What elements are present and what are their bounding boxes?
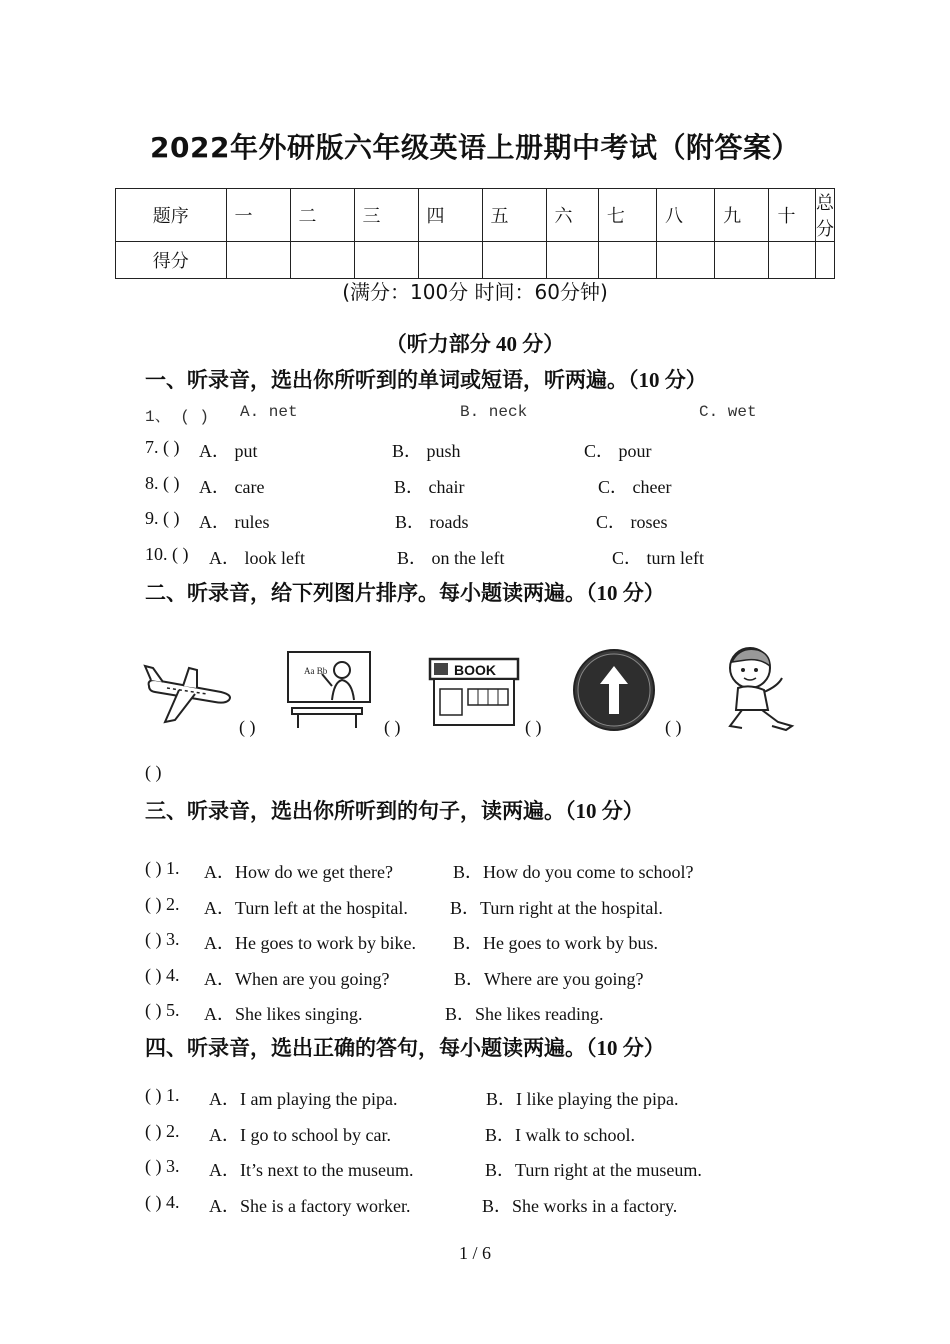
s1-item2-num: 7. ( ) bbox=[145, 437, 180, 457]
s3-item1-a: A．How do we get there? bbox=[204, 862, 393, 882]
s3-item5-b: B．She likes reading. bbox=[445, 1004, 604, 1024]
s1-item2-b: B． push bbox=[392, 441, 461, 461]
score-table-score-row bbox=[116, 242, 835, 279]
s3-item4-b: B．Where are you going? bbox=[454, 969, 644, 989]
score-cell[interactable] bbox=[354, 242, 418, 279]
s3-item4-a: A．When are you going? bbox=[204, 969, 390, 989]
s1-item2-c: C． pour bbox=[584, 441, 652, 461]
teacher-icon bbox=[286, 650, 374, 730]
score-cell[interactable] bbox=[546, 242, 598, 279]
s1-item5-c: C． turn left bbox=[612, 548, 704, 568]
score-cell[interactable] bbox=[769, 242, 816, 279]
score-col-10: 十 bbox=[769, 189, 816, 242]
s4-item3-a: A．It’s next to the museum. bbox=[209, 1160, 414, 1180]
s3-item4-num: ( ) 4. bbox=[145, 965, 180, 985]
s3-item3-b: B．He goes to work by bus. bbox=[453, 933, 658, 953]
picture5-blank[interactable]: ( ) bbox=[145, 762, 162, 782]
s3-item1-num: ( ) 1. bbox=[145, 858, 180, 878]
score-table bbox=[115, 188, 835, 279]
score-col-6: 六 bbox=[546, 189, 598, 242]
s1-item1-num: 1、 ( ) bbox=[145, 408, 210, 426]
score-col-7: 七 bbox=[598, 189, 656, 242]
boy-icon bbox=[716, 644, 796, 732]
s4-item2-num: ( ) 2. bbox=[145, 1121, 180, 1141]
board-text: Aa Bb bbox=[304, 666, 328, 676]
s1-item4-c: C． roses bbox=[596, 512, 668, 532]
s1-item5-b: B． on the left bbox=[397, 548, 505, 568]
s4-item3-b: B．Turn right at the museum. bbox=[485, 1160, 702, 1180]
s1-item3-c: C． cheer bbox=[598, 477, 672, 497]
s1-item4-num: 9. ( ) bbox=[145, 508, 180, 528]
s1-item4-a: A． rules bbox=[199, 512, 270, 532]
picture3-blank[interactable]: ( ) bbox=[525, 717, 542, 737]
s4-item1-b: B．I like playing the pipa. bbox=[486, 1089, 679, 1109]
s4-item1-a: A．I am playing the pipa. bbox=[209, 1089, 398, 1109]
s1-item1-a: A. net bbox=[240, 403, 298, 421]
s1-item2-a: A． put bbox=[199, 441, 258, 461]
s4-item4-b: B．She works in a factory. bbox=[482, 1196, 678, 1216]
score-cell[interactable] bbox=[657, 242, 715, 279]
score-cell[interactable] bbox=[482, 242, 546, 279]
s3-item5-num: ( ) 5. bbox=[145, 1000, 180, 1020]
score-cell[interactable] bbox=[598, 242, 656, 279]
go-straight-sign-icon bbox=[572, 648, 656, 732]
s1-item5-a: A． look left bbox=[209, 548, 305, 568]
score-cell[interactable] bbox=[290, 242, 354, 279]
s3-item5-a: A．She likes singing. bbox=[204, 1004, 363, 1024]
score-row-label: 得分 bbox=[116, 242, 227, 279]
s4-item2-b: B．I walk to school. bbox=[485, 1125, 635, 1145]
picture1-blank[interactable]: ( ) bbox=[239, 717, 256, 737]
section1-heading: 一、听录音，选出你所听到的单词或短语，听两遍。（10 分） bbox=[145, 368, 707, 392]
section4-heading: 四、听录音，选出正确的答句，每小题读两遍。（10 分） bbox=[145, 1036, 665, 1060]
s1-item5-num: 10. ( ) bbox=[145, 544, 189, 564]
s3-item2-num: ( ) 2. bbox=[145, 894, 180, 914]
airplane-icon bbox=[143, 660, 235, 726]
s4-item4-a: A．She is a factory worker. bbox=[209, 1196, 411, 1216]
s1-item1-b: B. neck bbox=[460, 403, 528, 421]
s3-item2-b: B．Turn right at the hospital. bbox=[450, 898, 663, 918]
score-col-1: 一 bbox=[226, 189, 290, 242]
s4-item2-a: A．I go to school by car. bbox=[209, 1125, 391, 1145]
score-table-header-row bbox=[116, 189, 835, 242]
s1-item3-b: B． chair bbox=[394, 477, 465, 497]
score-cell[interactable] bbox=[816, 242, 835, 279]
s1-item3-num: 8. ( ) bbox=[145, 473, 180, 493]
score-col-9: 九 bbox=[715, 189, 769, 242]
score-cell[interactable] bbox=[226, 242, 290, 279]
s3-item2-a: A．Turn left at the hospital. bbox=[204, 898, 408, 918]
score-cell[interactable] bbox=[418, 242, 482, 279]
score-cell[interactable] bbox=[715, 242, 769, 279]
listening-part-label: （听力部分 40 分） bbox=[385, 332, 565, 356]
score-total-label: 总分 bbox=[816, 189, 835, 242]
score-col-4: 四 bbox=[418, 189, 482, 242]
score-col-8: 八 bbox=[657, 189, 715, 242]
s3-item1-b: B．How do you come to school? bbox=[453, 862, 694, 882]
bookstore-icon bbox=[428, 655, 520, 727]
picture2-blank[interactable]: ( ) bbox=[384, 717, 401, 737]
s4-item1-num: ( ) 1. bbox=[145, 1085, 180, 1105]
section3-heading: 三、听录音，选出你所听到的句子，读两遍。（10 分） bbox=[145, 799, 644, 823]
picture4-blank[interactable]: ( ) bbox=[665, 717, 682, 737]
s1-item1-c: C. wet bbox=[699, 403, 757, 421]
s1-item3-a: A． care bbox=[199, 477, 265, 497]
s3-item3-a: A．He goes to work by bike. bbox=[204, 933, 416, 953]
s4-item3-num: ( ) 3. bbox=[145, 1156, 180, 1176]
s1-item4-b: B． roads bbox=[395, 512, 469, 532]
section2-heading: 二、听录音，给下列图片排序。每小题读两遍。（10 分） bbox=[145, 581, 665, 605]
score-col-5: 五 bbox=[482, 189, 546, 242]
page-number: 1 / 6 bbox=[458, 1243, 491, 1263]
page-title: 2022年外研版六年级英语上册期中考试（附答案） bbox=[150, 131, 800, 164]
exam-meta: (满分：100分 时间：60分钟) bbox=[342, 280, 608, 304]
s3-item3-num: ( ) 3. bbox=[145, 929, 180, 949]
score-col-3: 三 bbox=[354, 189, 418, 242]
book-sign: BOOK bbox=[454, 662, 496, 678]
score-header-label: 题序 bbox=[116, 189, 227, 242]
score-col-2: 二 bbox=[290, 189, 354, 242]
s4-item4-num: ( ) 4. bbox=[145, 1192, 180, 1212]
